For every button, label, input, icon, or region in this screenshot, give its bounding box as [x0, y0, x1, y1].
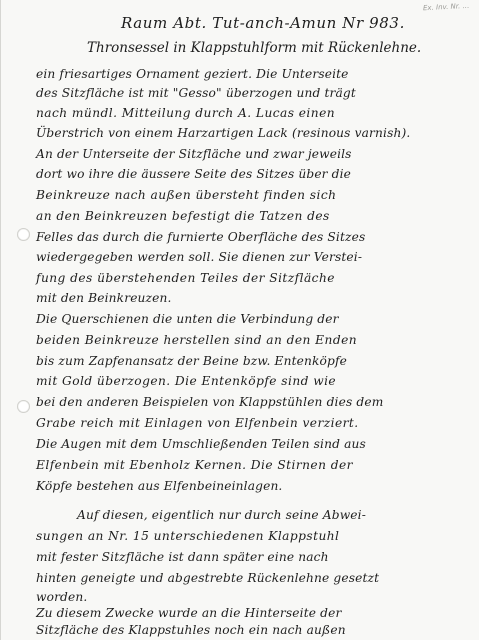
text-line: Köpfe bestehen aus Elfenbeineinlagen.: [36, 479, 283, 493]
text-line: Sitzfläche des Klappstuhles noch ein nach außen: [36, 623, 346, 637]
text-line: Zu diesem Zwecke wurde an die Hinterseite der: [36, 606, 342, 620]
text-line: ein friesartiges Ornament geziert. Die Unterseite: [36, 67, 349, 81]
text-line: sungen an Nr. 15 unterschiedenen Klappstuhl: [36, 529, 340, 543]
text-line: an den Beinkreuzen befestigt die Tatzen des: [36, 209, 330, 223]
text-line: des Sitzfläche ist mit "Gesso" überzogen und trägt: [36, 86, 356, 100]
text-line: Elfenbein mit Ebenholz Kernen. Die Stirnen der: [36, 458, 353, 472]
punch-hole: [17, 400, 30, 413]
text-line: wiedergegeben werden soll. Sie dienen zur Verstei-: [36, 250, 363, 264]
text-line: hinten geneigte und abgestrebte Rückenlehne gesetzt: [36, 571, 380, 585]
text-line: nach mündl. Mitteilung durch A. Lucas einen: [36, 106, 336, 120]
text-line: An der Unterseite der Sitzfläche und zwar jeweils: [36, 147, 352, 161]
text-line: Die Augen mit dem Umschließenden Teilen sind aus: [36, 437, 366, 451]
text-line: fung des überstehenden Teiles der Sitzfläche: [36, 271, 335, 285]
text-line: beiden Beinkreuze herstellen sind an den Enden: [36, 333, 358, 347]
text-line: dort wo ihre die äussere Seite des Sitzes über die: [36, 167, 352, 181]
text-line: Beinkreuze nach außen übersteht finden sich: [36, 188, 337, 202]
text-line: Die Querschienen die unten die Verbindung der: [36, 312, 339, 326]
text-line: bis zum Zapfenansatz der Beine bzw. Entenköpfe: [36, 354, 347, 368]
archive-pencil-note: Ex. Inv. Nr. …: [422, 1, 470, 13]
punch-hole: [17, 228, 30, 241]
document-subtitle: Thronsessel in Klappstuhlform mit Rückenlehne.: [87, 40, 422, 56]
text-line: mit den Beinkreuzen.: [36, 291, 172, 305]
text-line: Überstrich von einem Harzartigen Lack (resinous varnish).: [36, 126, 411, 140]
text-line: mit Gold überzogen. Die Entenköpfe sind wie: [36, 374, 337, 388]
text-line: Auf diesen, eigentlich nur durch seine Abwei-: [77, 508, 366, 522]
text-line: Felles das durch die furnierte Oberfläche des Sitzes: [36, 230, 366, 244]
text-line: mit fester Sitzfläche ist dann später eine nach: [36, 550, 329, 564]
text-line: Grabe reich mit Einlagen von Elfenbein verziert.: [36, 416, 359, 430]
document-title: Raum Abt. Tut-anch-Amun Nr 983.: [121, 14, 405, 32]
text-line: worden.: [36, 590, 88, 604]
text-line: bei den anderen Beispielen von Klappstühlen dies dem: [36, 395, 384, 409]
